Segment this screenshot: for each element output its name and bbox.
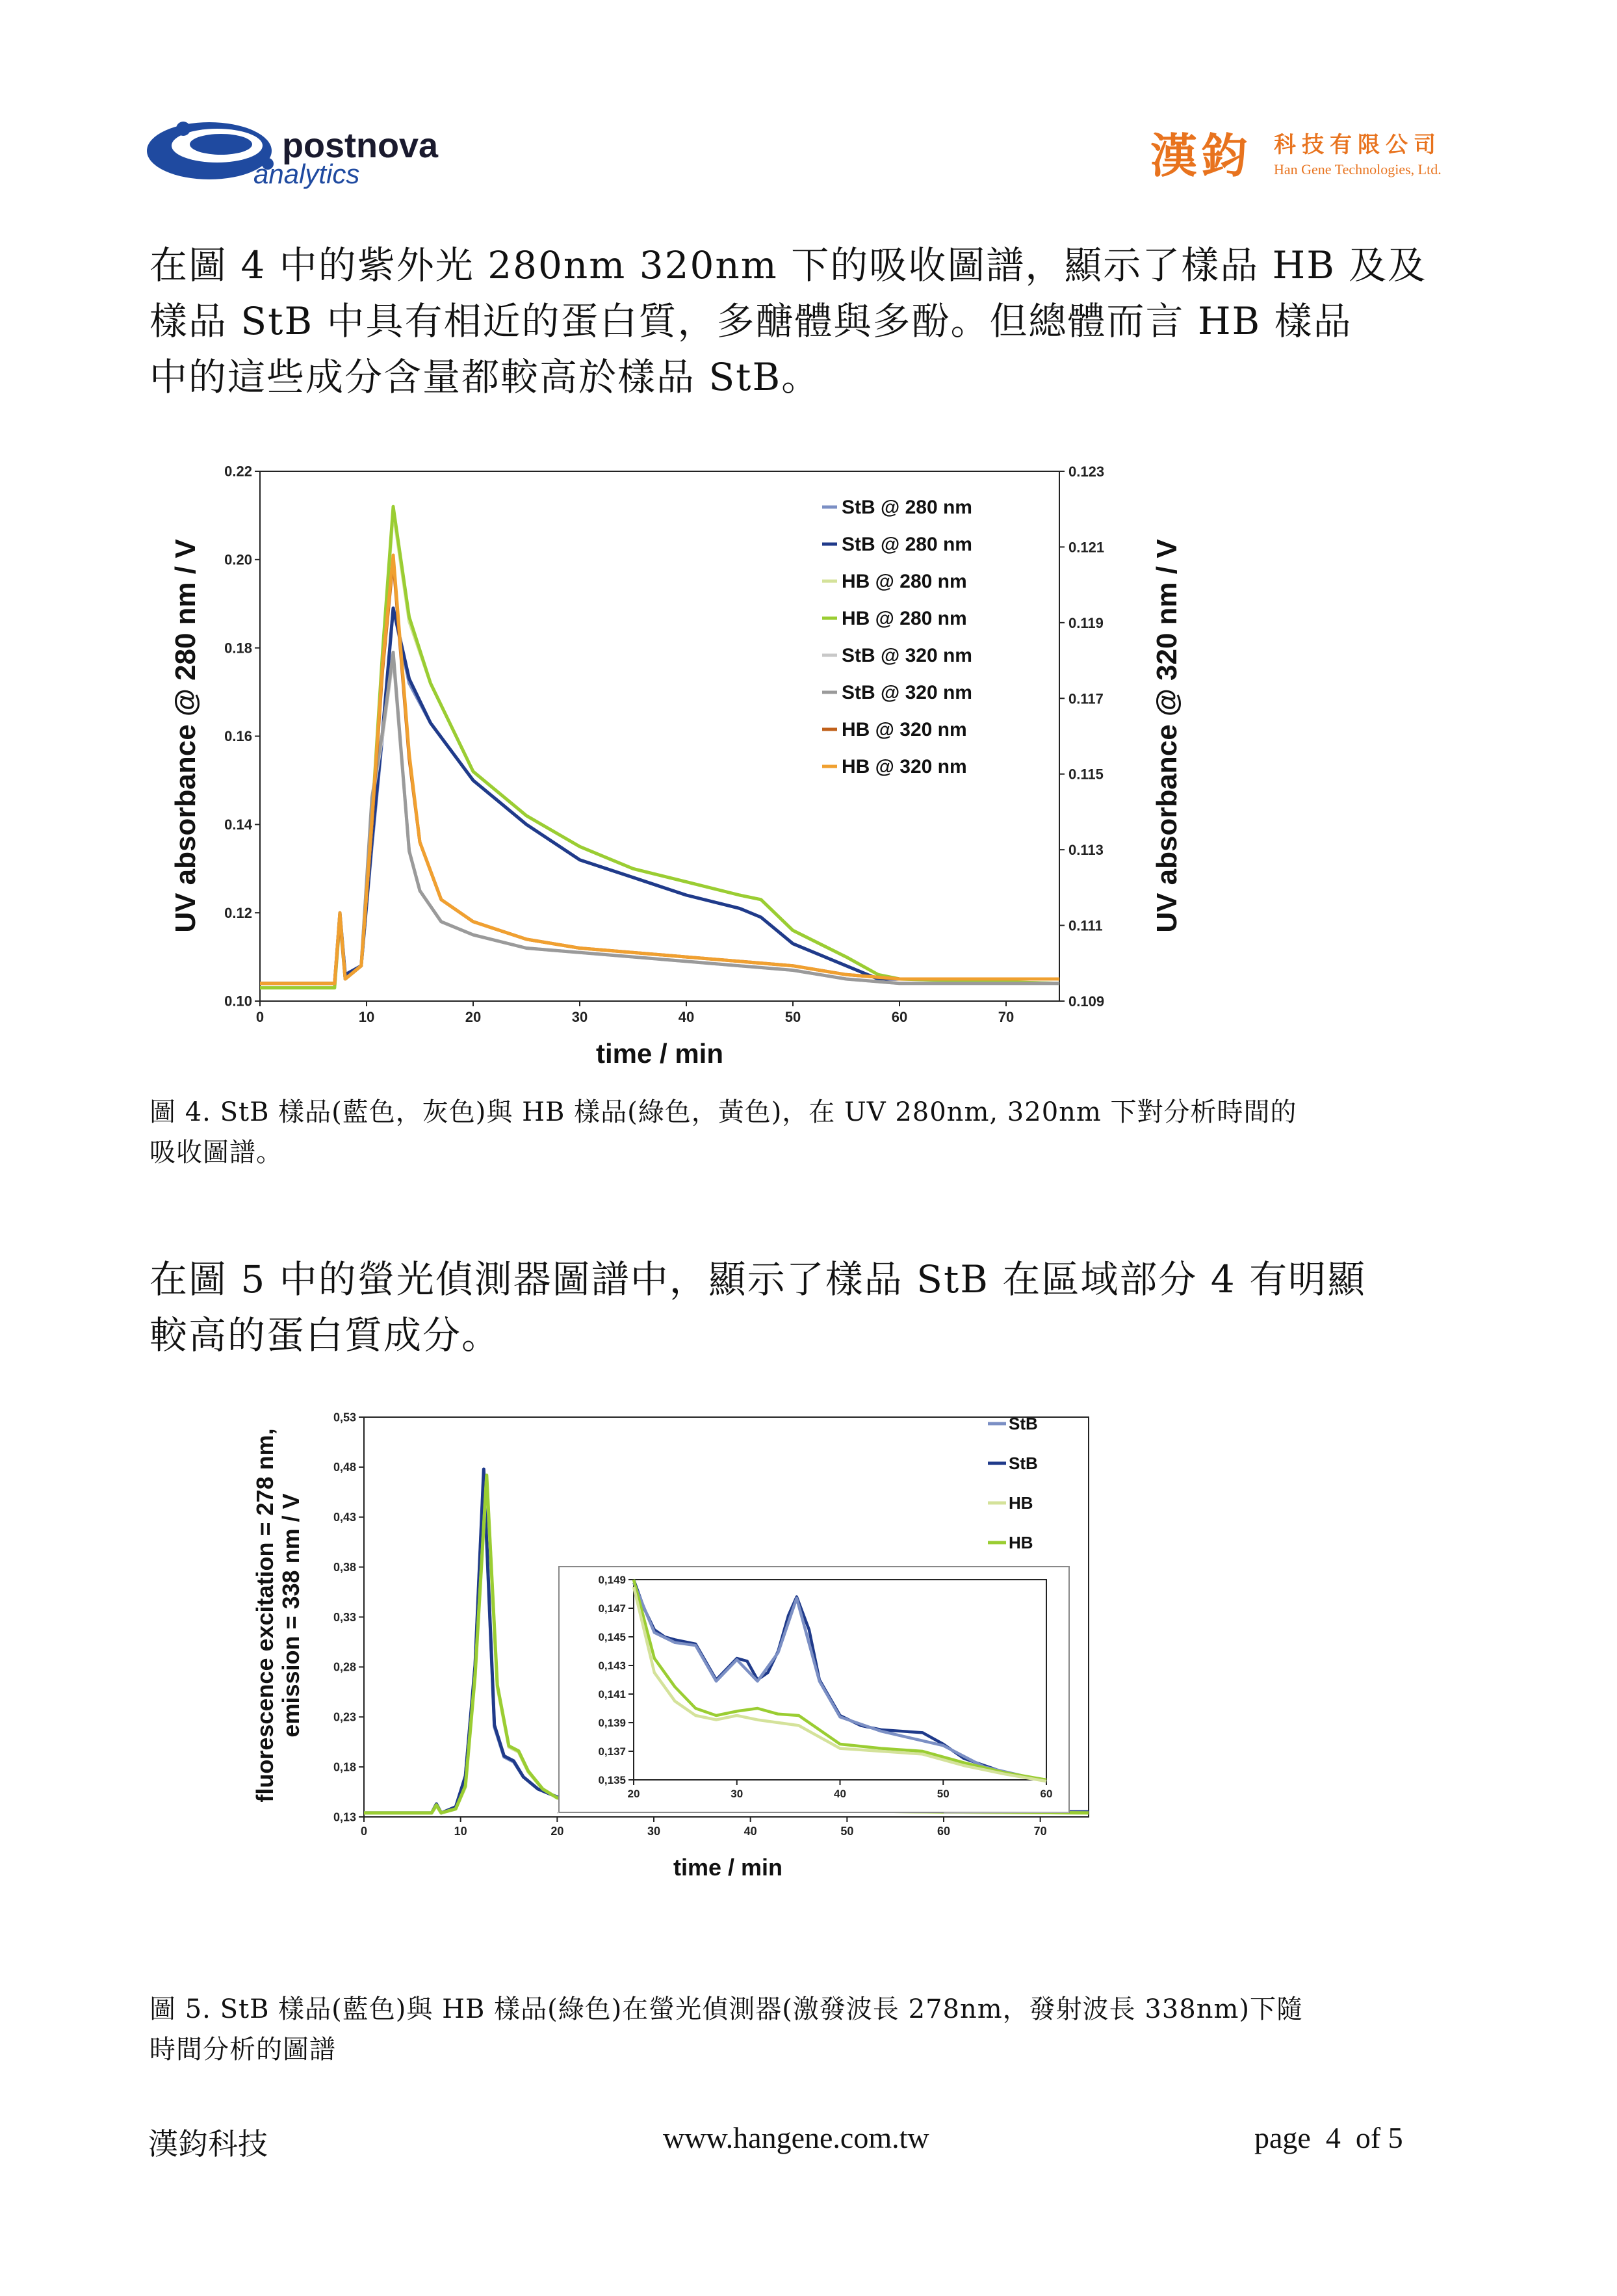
fig4-y-tick-label: 0.22 [224,463,252,480]
fig4-x-tick-label: 20 [465,1009,482,1025]
fig4-right-y-tick-label: 0.119 [1068,614,1104,631]
postnova-wordmark: postnova [282,126,439,165]
fig5-y-axis-label-line-1: fluorescence excitation = 278 nm, [252,1428,278,1803]
fig4-right-y-tick-label: 0.109 [1068,993,1105,1010]
fig5-y-tick-label: 0,43 [333,1511,356,1524]
fig5-inset-x-tick-label: 60 [1040,1788,1053,1800]
fig4-legend-label: StB @ 280 nm [842,497,972,518]
fig5-y-axis-label-line-2: emission = 338 nm / V [278,1493,304,1738]
postnova-logo [144,111,469,195]
paragraph-1 [149,237,1469,405]
fig4-right-y-tick-label: 0.111 [1068,917,1103,934]
fig5-x-tick-label: 30 [647,1825,661,1838]
fig4-legend-label: HB @ 320 nm [842,756,967,777]
footer-page-number: page 4 of 5 [1254,2121,1403,2154]
fig5-inset-y-tick-label: 0,145 [598,1630,626,1643]
fig5-legend-label: StB [1009,1454,1038,1473]
fig4-y-axis-label-right: UV absorbance @ 320 nm / V [1151,539,1183,933]
fig5-y-tick-label: 0,38 [333,1560,356,1574]
fig5-x-tick-label: 60 [937,1825,951,1838]
fig4-y-tick-label: 0.16 [224,728,252,745]
fig4-legend-label: HB @ 280 nm [842,608,967,629]
fig4-x-tick-label: 60 [891,1009,908,1025]
fig5-y-tick-label: 0,13 [333,1810,356,1824]
fig5-y-tick-label: 0,53 [333,1411,356,1424]
fig5-x-tick-label: 20 [550,1825,564,1838]
fig5-inset-y-tick-label: 0,141 [598,1688,626,1701]
paragraph-1-line-2: 樣品 StB 中具有相近的蛋白質，多醣體與多酚。但總體而言 HB 樣品 [149,299,1352,343]
hangene-cn-suffix: 科技有限公司 [1274,132,1442,158]
fig4-x-tick-label: 70 [998,1009,1015,1025]
figure-4-caption-line-2: 吸收圖譜。 [149,1138,283,1168]
paragraph-2-line-1: 在圖 5 中的螢光偵測器圖譜中，顯示了樣品 StB 在區域部分 4 有明顯 [149,1257,1367,1301]
fig4-right-y-tick-label: 0.115 [1068,766,1104,783]
fig4-legend-label: HB @ 320 nm [842,719,967,740]
fig5-y-tick-label: 0,48 [333,1461,356,1474]
fig5-x-tick-label: 40 [744,1825,757,1838]
footer-website: www.hangene.com.tw [663,2121,929,2154]
fig4-right-y-tick-label: 0.121 [1068,539,1105,556]
fig4-y-tick-label: 0.20 [224,551,252,568]
fig4-x-tick-label: 30 [571,1009,588,1025]
figure-5-caption-line-2: 時間分析的圖譜 [149,2035,336,2065]
fig5-legend-label: HB [1009,1533,1033,1552]
fig5-x-tick-label: 50 [840,1825,854,1838]
figure-4-caption-line-1: 圖 4. StB 樣品(藍色，灰色)與 HB 樣品(綠色，黃色)，在 UV 280nm, 320nm 下對分析時間的 [149,1097,1297,1127]
fig4-right-y-tick-label: 0.117 [1068,690,1104,707]
fig5-x-tick-label: 10 [454,1825,467,1838]
fig5-inset-x-tick-label: 50 [937,1788,950,1800]
fig5-legend-label: StB [1009,1414,1038,1433]
fig4-x-tick-label: 50 [784,1009,801,1025]
analytics-wordmark: analytics [253,159,360,189]
fig5-inset-y-tick-label: 0,149 [598,1573,626,1586]
figure-5-fluorescence-chart [240,1398,1111,1918]
fig4-y-axis-label-left: UV absorbance @ 280 nm / V [170,539,201,933]
fig5-x-tick-label: 70 [1033,1825,1047,1838]
fig5-inset-y-tick-label: 0,135 [598,1773,626,1786]
fig5-inset-x-tick-label: 40 [834,1788,846,1800]
paragraph-2-line-2: 較高的蛋白質成分。 [149,1313,501,1357]
fig4-x-tick-label: 0 [255,1009,265,1025]
fig5-inset-y-tick-label: 0,143 [598,1659,626,1672]
paragraph-2 [149,1251,1488,1363]
fig5-inset-y-tick-label: 0,147 [598,1602,626,1615]
paragraph-1-line-3: 中的這些成分含量都較高於樣品 StB。 [149,355,821,399]
fig5-inset-x-tick-label: 20 [627,1788,640,1800]
fig5-inset-x-tick-label: 30 [731,1788,744,1800]
figure-5-caption [149,1989,1488,2070]
fig4-legend-label: StB @ 320 nm [842,645,972,666]
footer-company: 漢鈞科技 [148,2128,268,2161]
fig5-inset-connector-right [944,1812,1069,1813]
figure-5-caption-line-1: 圖 5. StB 樣品(藍色)與 HB 樣品(綠色)在螢光偵測器(激發波長 278nm，發射波長 338nm)下隨 [149,1994,1304,2024]
fig5-x-axis-label: time / min [673,1854,783,1881]
fig5-y-tick-label: 0,28 [333,1660,356,1674]
hangene-logo [1150,130,1488,189]
fig5-legend-label: HB [1009,1493,1033,1513]
hangene-en-name: Han Gene Technologies, Ltd. [1274,161,1442,177]
fig5-inset-y-tick-label: 0,137 [598,1745,626,1758]
fig5-y-axis-label [252,1428,304,1802]
fig4-right-y-tick-label: 0.113 [1068,842,1104,859]
fig4-right-y-tick-label: 0.123 [1068,463,1105,480]
fig4-legend-label: StB @ 280 nm [842,534,972,555]
fig4-y-tick-label: 0.14 [224,816,252,833]
fig4-y-tick-label: 0.18 [224,640,252,657]
fig5-inset-y-tick-label: 0,139 [598,1716,626,1729]
fig5-inset-connector-left [557,1812,559,1813]
fig5-y-tick-label: 0,23 [333,1710,356,1724]
paragraph-1-line-1: 在圖 4 中的紫外光 280nm 320nm 下的吸收圖譜，顯示了樣品 HB 及及 [149,243,1427,287]
figure-4-uv-chart [156,455,1209,1079]
fig5-y-tick-label: 0,33 [333,1610,356,1624]
fig4-x-axis-label: time / min [595,1038,724,1069]
fig5-y-tick-label: 0,18 [333,1760,356,1774]
fig4-legend-label: StB @ 320 nm [842,682,972,703]
hangene-cn-name: 漢鈞 [1150,128,1252,183]
fig4-legend-label: HB @ 280 nm [842,571,967,592]
figure-4-caption [149,1092,1488,1173]
fig4-x-tick-label: 40 [678,1009,695,1025]
fig4-x-tick-label: 10 [358,1009,375,1025]
fig4-y-tick-label: 0.10 [224,993,252,1010]
fig4-y-tick-label: 0.12 [224,904,252,921]
fig5-x-tick-label: 0 [360,1825,368,1838]
